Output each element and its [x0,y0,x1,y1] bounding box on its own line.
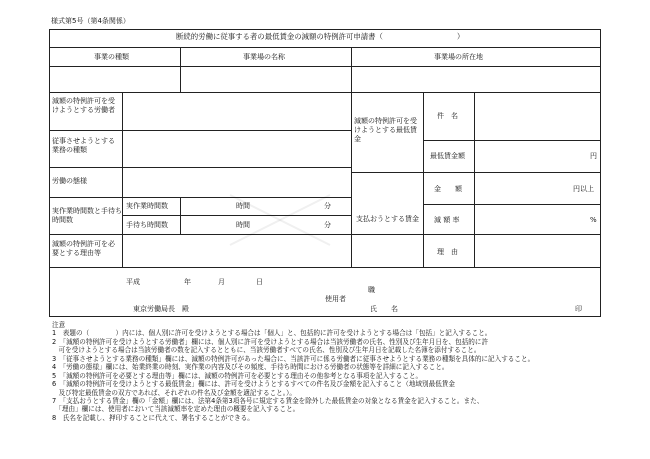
unit-minute-standby: 分 [324,221,331,229]
label-reduction-rate: 減 額 率 [434,216,460,224]
label-min-wage: 減額の特例許可を受けようとする最低賃金 [354,117,417,143]
note-item: 3 「従事させようとする業務の種類」欄には、減額の特例許可があった場合に、当該許可に係る労働者に従事させようとする業務の種類を具体的に記入すること。 [52,354,535,363]
note-item: 7 「支払おうとする賃金」欄の「金額」欄には、法第4条第3項各号に規定する賃金を除外した最低賃金の対象となる賃金を記入すること。また、 [52,396,484,405]
label-pay: 支払おうとする賃金 [356,215,419,223]
note-item: 可を受けようとする場合は当該労働者の数を記入するとともに、当該労働者すべての氏名、性別及び生年月日を記載した名簿を添付すること。 [52,346,481,355]
note-item: 5 「減額の特例許可を必要とする理由等」欄には、減額の特例許可を必要とする理由その他参考となる事項を記入すること。 [52,371,423,380]
label-work-type: 従事させようとする業務の種類 [52,137,115,154]
note-item: 8 氏名を記載し、押印することに代えて、署名することができる。 [52,413,254,422]
label-case-name: 件 名 [437,112,458,120]
note-item: 1 表題の（ ）内には、個人別に許可を受けようとする場合は「個人」と、包括的に許可を受けようとする場合は「包括」と記入すること。 [52,329,492,338]
date-era: 平成 [126,278,140,286]
unit-yen-or-more: 円以上 [573,185,594,193]
label-work-form: 労働の態様 [52,177,87,185]
label-amount: 金 額 [434,185,462,193]
date-month: 月 [218,278,225,286]
label-actual-hours: 実作業時間数 [126,202,168,210]
note-item: 「理由」欄には、使用者において当該減額率を定めた理由の概要を記入すること。 [52,405,300,414]
unit-percent: % [590,216,597,224]
unit-hour-actual: 時間 [236,202,250,210]
form-title: 断続的労働に従事する者の最低賃金の減額の特例許可申請書（ ） [176,32,465,41]
signature-position: 職 [368,286,375,294]
header-business-type: 事業の種類 [94,53,129,61]
unit-minute-actual: 分 [324,202,331,210]
form-number: 様式第5号（第4条関係） [51,17,130,25]
date-day: 日 [256,278,263,286]
label-reason: 減額の特例許可を必要とする理由等 [52,240,115,257]
label-worker: 減額の特例許可を受けようとする労働者 [52,97,115,114]
label-reason-short: 理 由 [437,248,458,256]
label-min-wage-amount: 最低賃金額 [430,152,465,160]
header-establishment-name: 事業場の名称 [243,53,285,61]
header-establishment-address: 事業場の所在地 [434,53,483,61]
label-hours: 実作業時間数と手待ち時間数 [52,207,122,224]
label-standby-hours: 手待ち時間数 [126,221,168,229]
signature-name: 氏 名 [370,305,398,313]
unit-yen: 円 [590,152,597,160]
notes-title: 注意 [52,321,66,329]
note-item: 6 「減額の特例許可を受けようとする最低賃金」欄には、許可を受けようとするすべての件名及び金額を記入すること（地域別最低賃金 [52,380,455,389]
signature-employer: 使用者 [325,295,346,303]
seal-mark: 印 [575,305,582,313]
date-year: 年 [184,278,191,286]
unit-hour-standby: 時間 [236,221,250,229]
notes-section [52,321,642,422]
addressee: 東京労働局長 殿 [133,305,189,313]
note-item: 4 「労働の態様」欄には、始業終業の時刻、実作業の内容及びその頻度、手待ち時間における労働者の状態等を詳細に記入すること。 [52,363,449,372]
note-item: 及び特定最低賃金の双方であれば、それぞれの件名及び金額を適記すること。）。 [52,388,296,397]
note-item: 2 「減額の特例許可を受けようとする労働者」欄には、個人別に許可を受けようとする場合は当該労働者の氏名、性別及び生年月日を、包括的に許 [52,337,489,346]
